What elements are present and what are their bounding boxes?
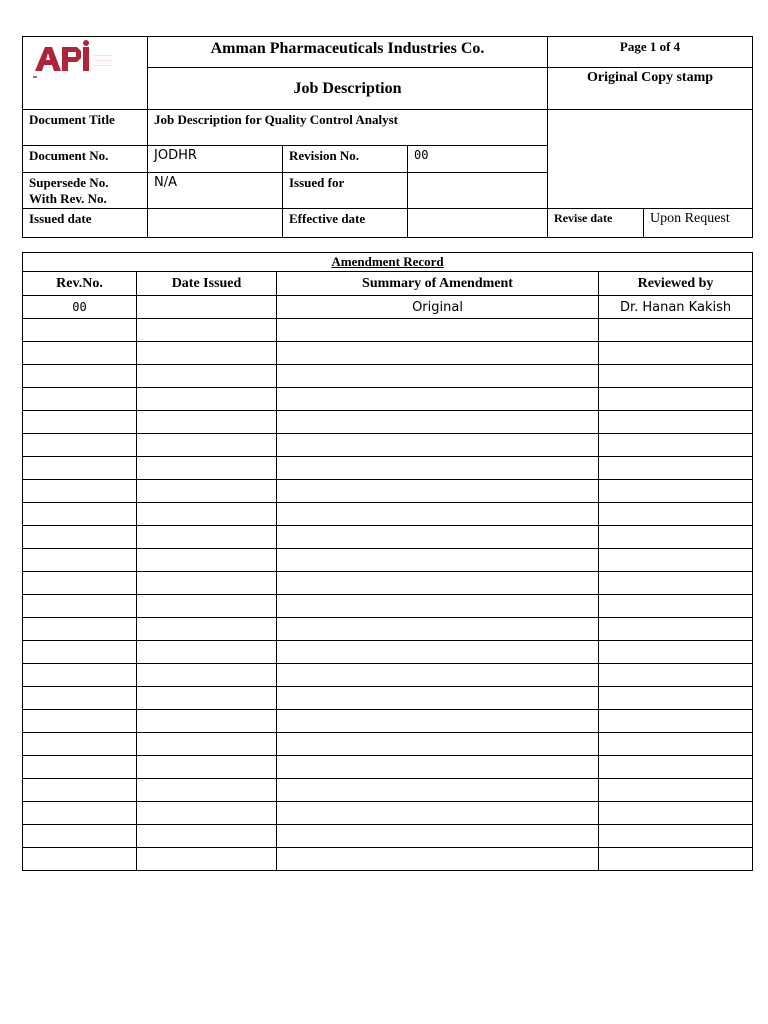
empty-cell bbox=[23, 733, 137, 756]
empty-cell bbox=[23, 526, 137, 549]
empty-cell bbox=[23, 457, 137, 480]
revise-date-label: Revise date bbox=[548, 209, 644, 238]
issued-date-value bbox=[148, 209, 283, 238]
effective-date-label: Effective date bbox=[283, 209, 408, 238]
empty-cell bbox=[599, 664, 753, 687]
empty-cell bbox=[599, 434, 753, 457]
table-row bbox=[23, 319, 753, 342]
empty-cell bbox=[23, 388, 137, 411]
row-rev-no: 00 bbox=[23, 296, 137, 319]
empty-cell bbox=[599, 802, 753, 825]
empty-cell bbox=[599, 411, 753, 434]
stamp-area bbox=[548, 110, 753, 209]
empty-cell bbox=[277, 549, 599, 572]
svg-text:.....................: ..................... bbox=[93, 58, 114, 62]
empty-cell bbox=[599, 549, 753, 572]
empty-cell bbox=[599, 710, 753, 733]
empty-cell bbox=[23, 687, 137, 710]
table-row bbox=[23, 296, 753, 319]
table-row bbox=[23, 710, 753, 733]
empty-cell bbox=[599, 388, 753, 411]
table-row bbox=[23, 641, 753, 664]
empty-cell bbox=[137, 595, 277, 618]
empty-cell bbox=[23, 664, 137, 687]
empty-cell bbox=[23, 365, 137, 388]
empty-cell bbox=[277, 641, 599, 664]
column-header-summary: Summary of Amendment bbox=[277, 272, 599, 296]
table-row bbox=[23, 687, 753, 710]
column-header-date-issued: Date Issued bbox=[137, 272, 277, 296]
empty-cell bbox=[277, 572, 599, 595]
empty-cell bbox=[599, 342, 753, 365]
empty-cell bbox=[137, 572, 277, 595]
empty-cell bbox=[277, 733, 599, 756]
empty-cell bbox=[137, 687, 277, 710]
table-row bbox=[23, 618, 753, 641]
empty-cell bbox=[277, 526, 599, 549]
table-row bbox=[23, 365, 753, 388]
empty-rows bbox=[23, 319, 753, 871]
empty-cell bbox=[137, 664, 277, 687]
revision-no-label: Revision No. bbox=[283, 146, 408, 173]
supersede-label bbox=[23, 173, 148, 209]
empty-cell bbox=[23, 434, 137, 457]
empty-cell bbox=[23, 825, 137, 848]
issued-for-label: Issued for bbox=[283, 173, 408, 209]
empty-cell bbox=[137, 641, 277, 664]
empty-cell bbox=[137, 825, 277, 848]
empty-cell bbox=[137, 779, 277, 802]
table-row bbox=[23, 595, 753, 618]
empty-cell bbox=[599, 848, 753, 871]
empty-cell bbox=[137, 848, 277, 871]
revision-no-value: 00 bbox=[408, 146, 548, 173]
empty-cell bbox=[599, 733, 753, 756]
empty-cell bbox=[599, 641, 753, 664]
empty-cell bbox=[277, 595, 599, 618]
empty-cell bbox=[277, 411, 599, 434]
table-row bbox=[23, 503, 753, 526]
empty-cell bbox=[277, 779, 599, 802]
empty-cell bbox=[599, 687, 753, 710]
table-row bbox=[23, 526, 753, 549]
issued-for-value bbox=[408, 173, 548, 209]
table-row bbox=[23, 480, 753, 503]
table-row bbox=[23, 572, 753, 595]
page-indicator: Page 1 of 4 bbox=[548, 37, 753, 68]
empty-cell bbox=[599, 365, 753, 388]
table-row bbox=[23, 411, 753, 434]
empty-cell bbox=[23, 756, 137, 779]
document-title-value: Job Description for Quality Control Analyst bbox=[148, 110, 548, 146]
table-row bbox=[23, 342, 753, 365]
empty-cell bbox=[23, 411, 137, 434]
empty-cell bbox=[137, 503, 277, 526]
empty-cell bbox=[23, 618, 137, 641]
document-no-label: Document No. bbox=[23, 146, 148, 173]
company-logo bbox=[23, 37, 148, 110]
empty-cell bbox=[277, 710, 599, 733]
empty-cell bbox=[599, 457, 753, 480]
empty-cell bbox=[277, 388, 599, 411]
empty-cell bbox=[23, 480, 137, 503]
api-logo-icon bbox=[23, 37, 147, 105]
svg-text:.....................: ..................... bbox=[93, 63, 114, 67]
empty-cell bbox=[137, 526, 277, 549]
empty-cell bbox=[599, 503, 753, 526]
effective-date-value bbox=[408, 209, 548, 238]
empty-cell bbox=[277, 319, 599, 342]
table-row bbox=[23, 664, 753, 687]
amendment-record-title: Amendment Record bbox=[23, 253, 753, 272]
company-name: Amman Pharmaceuticals Industries Co. bbox=[148, 37, 548, 68]
supersede-label-line1: Supersede No. bbox=[29, 175, 109, 190]
empty-cell bbox=[137, 342, 277, 365]
empty-cell bbox=[277, 848, 599, 871]
empty-cell bbox=[599, 756, 753, 779]
empty-cell bbox=[277, 687, 599, 710]
empty-cell bbox=[277, 480, 599, 503]
empty-cell bbox=[137, 710, 277, 733]
empty-cell bbox=[277, 457, 599, 480]
document-title-label: Document Title bbox=[23, 110, 148, 146]
empty-cell bbox=[137, 618, 277, 641]
empty-cell bbox=[23, 342, 137, 365]
empty-cell bbox=[23, 779, 137, 802]
table-row bbox=[23, 549, 753, 572]
supersede-label-line2: With Rev. No. bbox=[29, 191, 107, 206]
empty-cell bbox=[23, 503, 137, 526]
empty-cell bbox=[277, 434, 599, 457]
table-row bbox=[23, 388, 753, 411]
table-row bbox=[23, 848, 753, 871]
empty-cell bbox=[277, 825, 599, 848]
column-header-rev-no: Rev.No. bbox=[23, 272, 137, 296]
empty-cell bbox=[599, 595, 753, 618]
supersede-value: N/A bbox=[148, 173, 283, 209]
empty-cell bbox=[137, 756, 277, 779]
table-row bbox=[23, 825, 753, 848]
empty-cell bbox=[137, 434, 277, 457]
empty-cell bbox=[277, 802, 599, 825]
amendment-record-table bbox=[22, 252, 753, 871]
original-copy-stamp-label: Original Copy stamp bbox=[548, 68, 753, 110]
empty-cell bbox=[137, 802, 277, 825]
empty-cell bbox=[277, 618, 599, 641]
empty-cell bbox=[599, 779, 753, 802]
empty-cell bbox=[23, 572, 137, 595]
document-type-title: Job Description bbox=[148, 68, 548, 110]
table-row bbox=[23, 756, 753, 779]
issued-date-label: Issued date bbox=[23, 209, 148, 238]
column-header-reviewed-by: Reviewed by bbox=[599, 272, 753, 296]
empty-cell bbox=[599, 526, 753, 549]
empty-cell bbox=[23, 848, 137, 871]
empty-cell bbox=[277, 342, 599, 365]
row-date-issued bbox=[137, 296, 277, 319]
table-row bbox=[23, 733, 753, 756]
empty-cell bbox=[277, 664, 599, 687]
table-row bbox=[23, 434, 753, 457]
table-row bbox=[23, 457, 753, 480]
empty-cell bbox=[599, 825, 753, 848]
svg-text:.....................: ..................... bbox=[93, 53, 114, 57]
empty-cell bbox=[277, 503, 599, 526]
empty-cell bbox=[137, 480, 277, 503]
empty-cell bbox=[137, 411, 277, 434]
empty-cell bbox=[137, 319, 277, 342]
document-header-table bbox=[22, 36, 753, 238]
empty-cell bbox=[277, 756, 599, 779]
empty-cell bbox=[137, 365, 277, 388]
empty-cell bbox=[137, 733, 277, 756]
empty-cell bbox=[599, 572, 753, 595]
empty-cell bbox=[23, 549, 137, 572]
empty-cell bbox=[23, 641, 137, 664]
revise-date-value: Upon Request bbox=[644, 209, 753, 238]
empty-cell bbox=[599, 319, 753, 342]
empty-cell bbox=[599, 618, 753, 641]
table-row bbox=[23, 779, 753, 802]
row-reviewer: Dr. Hanan Kakish bbox=[599, 296, 753, 319]
row-summary: Original bbox=[277, 296, 599, 319]
empty-cell bbox=[23, 319, 137, 342]
empty-cell bbox=[599, 480, 753, 503]
empty-cell bbox=[277, 365, 599, 388]
empty-cell bbox=[23, 802, 137, 825]
empty-cell bbox=[137, 457, 277, 480]
empty-cell bbox=[137, 388, 277, 411]
empty-cell bbox=[137, 549, 277, 572]
document-no-value: JODHR bbox=[148, 146, 283, 173]
empty-cell bbox=[23, 595, 137, 618]
empty-cell bbox=[23, 710, 137, 733]
table-row bbox=[23, 802, 753, 825]
